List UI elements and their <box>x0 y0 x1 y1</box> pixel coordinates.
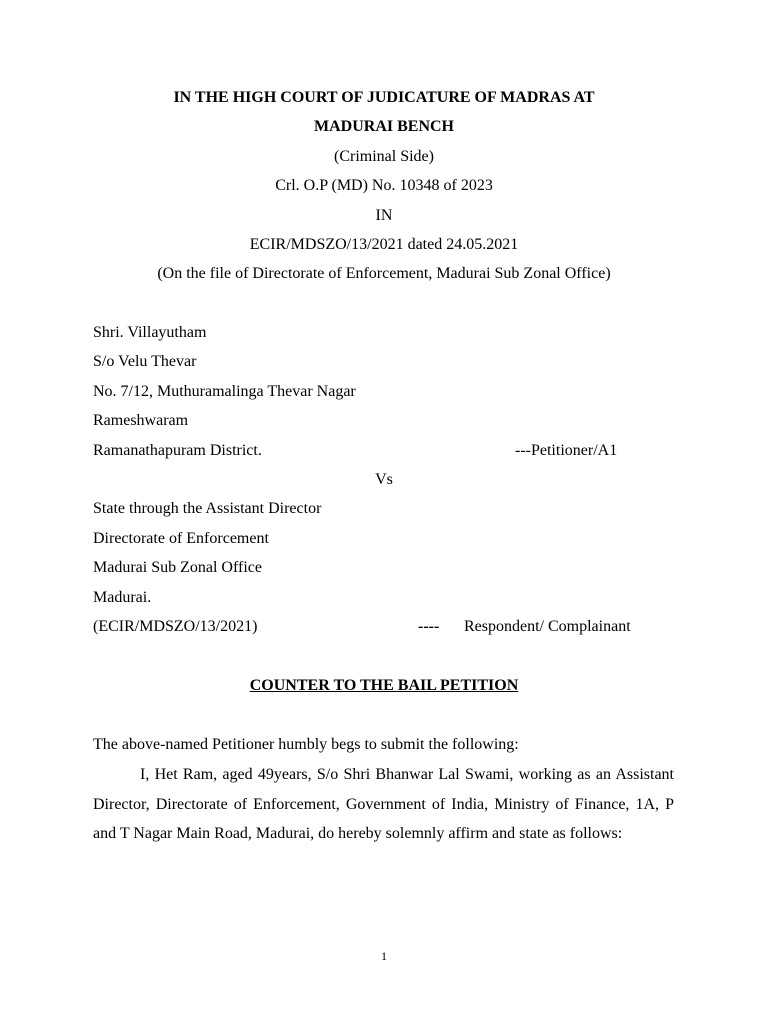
file-note: (On the file of Directorate of Enforcement, Madurai Sub Zonal Office) <box>157 265 611 282</box>
respondent-line2: Directorate of Enforcement <box>93 530 269 547</box>
page-number: 1 <box>381 949 387 963</box>
affidavit-paragraph: I, Het Ram, aged 49years, S/o Shri Bhanwar Lal Swami, working as an Assistant Director, Directorate of Enforcement, Government of India, Ministry of Finance, 1A, P and T Nagar Main Road, Madurai, do hereby solemnly affirm and state as follows: <box>93 766 674 842</box>
petitioner-address: No. 7/12, Muthuramalinga Thevar Nagar <box>93 383 356 400</box>
intro-sentence: The above-named Petitioner humbly begs to submit the following: <box>93 736 519 753</box>
respondent-dashes: ---- <box>418 618 440 635</box>
petitioner-district: Ramanathapuram District. <box>93 442 262 459</box>
petitioner-name: Shri. Villayutham <box>93 324 207 341</box>
respondent-line4: Madurai. <box>93 589 152 606</box>
court-title-line2: MADURAI BENCH <box>314 118 454 135</box>
petitioner-role: ---Petitioner/A1 <box>515 442 618 459</box>
petitioner-town: Rameshwaram <box>93 412 189 429</box>
ecir-reference: ECIR/MDSZO/13/2021 dated 24.05.2021 <box>249 236 519 253</box>
respondent-case-ref: (ECIR/MDSZO/13/2021) <box>93 618 258 635</box>
respondent-line1: State through the Assistant Director <box>93 500 322 517</box>
court-title-line1: IN THE HIGH COURT OF JUDICATURE OF MADRAS AT <box>173 89 595 106</box>
side-label: (Criminal Side) <box>334 148 434 165</box>
petitioner-parent: S/o Velu Thevar <box>93 353 197 370</box>
respondent-role: Respondent/ Complainant <box>464 618 631 635</box>
document-title: COUNTER TO THE BAIL PETITION <box>249 677 519 694</box>
versus-label: Vs <box>375 471 393 488</box>
respondent-line3: Madurai Sub Zonal Office <box>93 559 262 576</box>
case-number: Crl. O.P (MD) No. 10348 of 2023 <box>275 177 493 194</box>
in-label: IN <box>375 207 393 224</box>
